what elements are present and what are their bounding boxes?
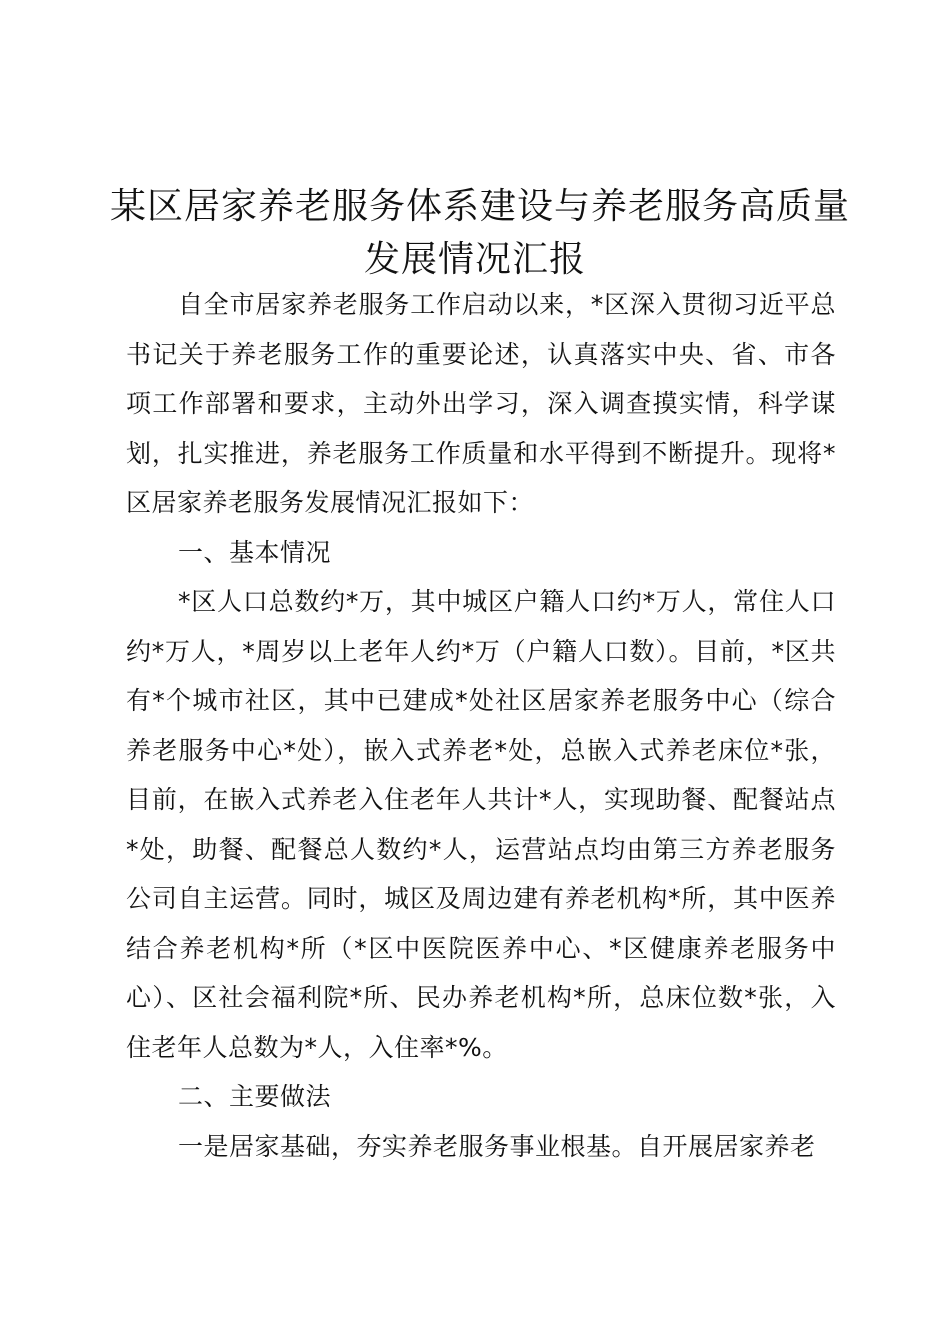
section-heading-basic-situation: 一、基本情况 bbox=[178, 537, 332, 567]
document-body bbox=[126, 280, 836, 1171]
title-line-1: 某区居家养老服务体系建设与养老服务高质量 bbox=[110, 186, 851, 227]
main-practices-paragraph: 一是居家基础，夯实养老服务事业根基。自开展居家养老 bbox=[178, 1131, 816, 1161]
basic-situation-paragraph: *区人口总数约*万，其中城区户籍人口约*万人，常住人口约*万人，*周岁以上老年人约*万（户籍人口数）。目前，*区共有*个城市社区，其中已建成*处社区居家养老服务中心（综合养老服务中心*处），嵌入式养老*处，总嵌入式养老床位*张，目前，在嵌入式养老入住老年人共计*人，实现助餐、配餐站点*处，助餐、配餐总人数约*人，运营站点均由第三方养老服务公司自主运营。同时，城区及周边建有养老机构*所，其中医养结合养老机构*所（*区中医院医养中心、*区健康养老服务中心）、区社会福利院*所、民办养老机构*所，总床位数*张，入住老年人总数为*人，入住率*%。 bbox=[126, 587, 836, 1062]
title-line-2: 发展情况汇报 bbox=[363, 239, 586, 280]
intro-paragraph: 自全市居家养老服务工作启动以来，*区深入贯彻习近平总书记关于养老服务工作的重要论述，认真落实中央、省、市各项工作部署和要求，主动外出学习，深入调查摸实情，科学谋划，扎实推进，养老服务工作质量和水平得到不断提升。现将*区居家养老服务发展情况汇报如下： bbox=[126, 290, 836, 517]
document-title bbox=[110, 180, 851, 286]
section-heading-main-practices: 二、主要做法 bbox=[178, 1082, 332, 1111]
